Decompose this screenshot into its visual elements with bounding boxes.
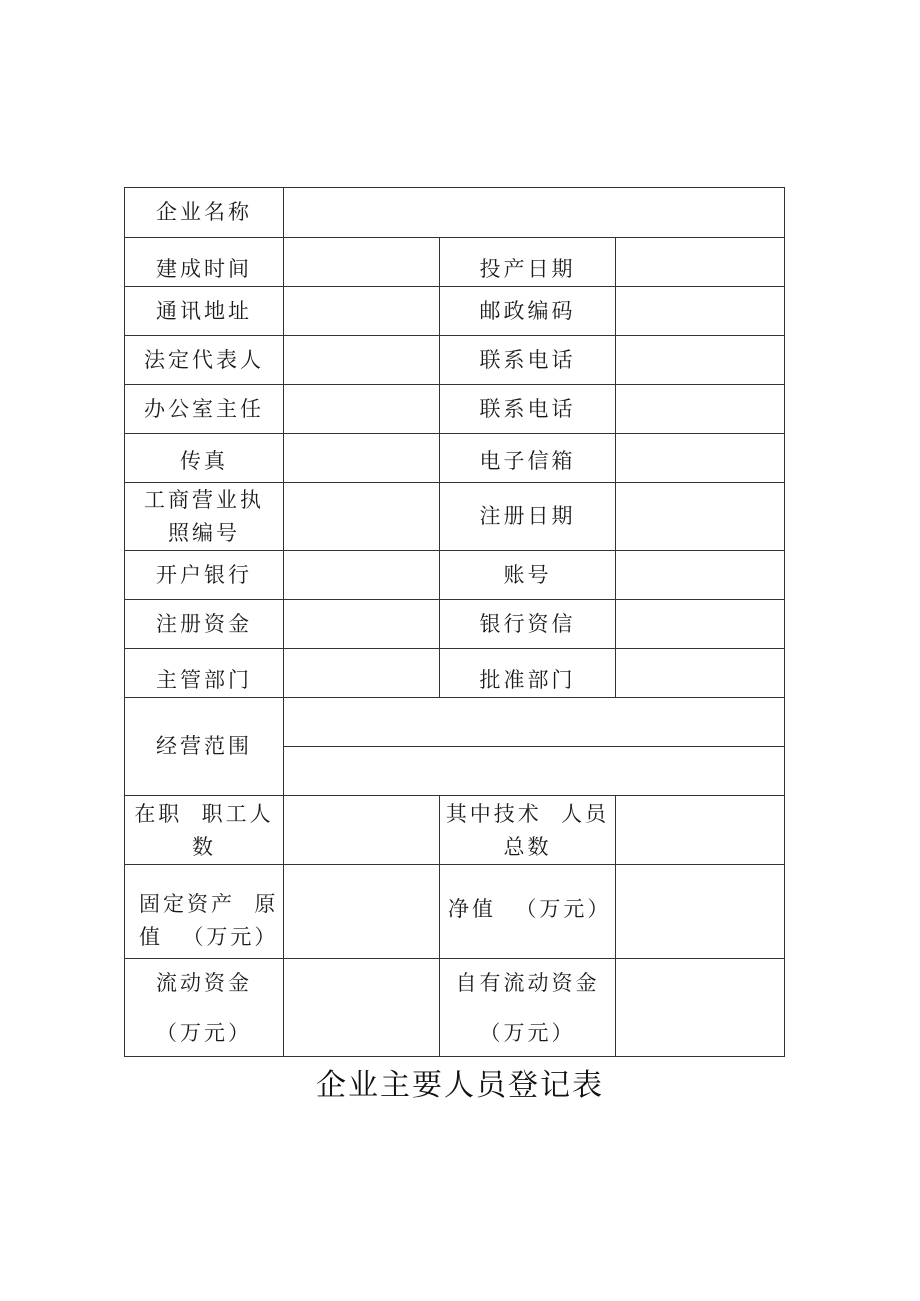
fax-field[interactable] [284, 434, 440, 483]
fixed-assets-label-line2: 值 （万元） [139, 924, 279, 949]
account-field[interactable] [616, 551, 785, 600]
working-capital-field[interactable] [284, 959, 440, 1057]
phone-label: 联系电话 [440, 336, 616, 385]
table-row [125, 551, 785, 600]
own-working-capital-label [440, 959, 616, 1057]
staff-count-label-line2: 数 [192, 835, 216, 859]
office-phone-field[interactable] [616, 385, 785, 434]
production-date-field[interactable] [616, 238, 785, 287]
table-row [125, 287, 785, 336]
production-date-label: 投产日期 [440, 238, 616, 287]
own-working-capital-unit: （万元） [479, 1020, 576, 1045]
working-capital-unit: （万元） [156, 1020, 252, 1045]
registration-date-label: 注册日期 [440, 483, 616, 551]
registered-capital-field[interactable] [284, 600, 440, 649]
table-row [125, 238, 785, 287]
tech-staff-label-line1: 其中技术 人员 [445, 802, 610, 826]
tech-staff-label-line2: 总数 [503, 835, 552, 859]
phone-field[interactable] [616, 336, 785, 385]
postcode-label: 邮政编码 [440, 287, 616, 336]
table-row [125, 649, 785, 698]
net-value-label: 净值 （万元） [440, 865, 616, 959]
working-capital-label [125, 959, 284, 1057]
approval-dept-label: 批准部门 [440, 649, 616, 698]
company-name-label: 企业名称 [125, 188, 284, 238]
table-row [125, 959, 785, 1057]
supervisor-dept-label: 主管部门 [125, 649, 284, 698]
fixed-assets-label-line1: 固定资产 原 [139, 891, 279, 916]
address-field[interactable] [284, 287, 440, 336]
email-label: 电子信箱 [440, 434, 616, 483]
own-working-capital-field[interactable] [616, 959, 785, 1057]
table-row [125, 336, 785, 385]
legal-rep-label: 法定代表人 [125, 336, 284, 385]
own-working-capital-label-line1: 自有流动资金 [455, 970, 600, 995]
license-field[interactable] [284, 483, 440, 551]
license-label-line2: 照编号 [168, 520, 240, 545]
address-label: 通讯地址 [125, 287, 284, 336]
tech-staff-field[interactable] [616, 796, 785, 865]
table-row [125, 600, 785, 649]
account-label: 账号 [440, 551, 616, 600]
table-row [125, 796, 785, 865]
business-scope-label: 经营范围 [125, 698, 284, 796]
enterprise-registration-form [124, 187, 785, 1057]
bank-label: 开户银行 [125, 551, 284, 600]
supervisor-dept-field[interactable] [284, 649, 440, 698]
approval-dept-field[interactable] [616, 649, 785, 698]
table-row [125, 483, 785, 551]
business-scope-field-1[interactable] [284, 698, 785, 747]
bank-field[interactable] [284, 551, 440, 600]
phone-label: 联系电话 [440, 385, 616, 434]
office-director-field[interactable] [284, 385, 440, 434]
bank-credit-field[interactable] [616, 600, 785, 649]
company-name-field[interactable] [284, 188, 785, 238]
fixed-assets-field[interactable] [284, 865, 440, 959]
table-row [125, 434, 785, 483]
bank-credit-label: 银行资信 [440, 600, 616, 649]
business-scope-field-2[interactable] [284, 747, 785, 796]
founded-field[interactable] [284, 238, 440, 287]
table-row [125, 188, 785, 238]
working-capital-label-line1: 流动资金 [156, 970, 252, 995]
table-row [125, 698, 785, 747]
email-field[interactable] [616, 434, 785, 483]
fixed-assets-label [125, 865, 284, 959]
net-value-field[interactable] [616, 865, 785, 959]
office-director-label: 办公室主任 [125, 385, 284, 434]
registered-capital-label: 注册资金 [125, 600, 284, 649]
legal-rep-field[interactable] [284, 336, 440, 385]
staff-count-label [125, 796, 284, 865]
staff-count-label-line1: 在职 职工人 [134, 802, 274, 826]
registration-date-field[interactable] [616, 483, 785, 551]
table-row [125, 865, 785, 959]
postcode-field[interactable] [616, 287, 785, 336]
tech-staff-label [440, 796, 616, 865]
license-label-line1: 工商营业执 [144, 487, 264, 512]
next-section-title: 企业主要人员登记表 [316, 1068, 604, 1103]
table-row [125, 385, 785, 434]
founded-label: 建成时间 [125, 238, 284, 287]
fax-label: 传真 [125, 434, 284, 483]
staff-count-field[interactable] [284, 796, 440, 865]
license-label [125, 483, 284, 551]
